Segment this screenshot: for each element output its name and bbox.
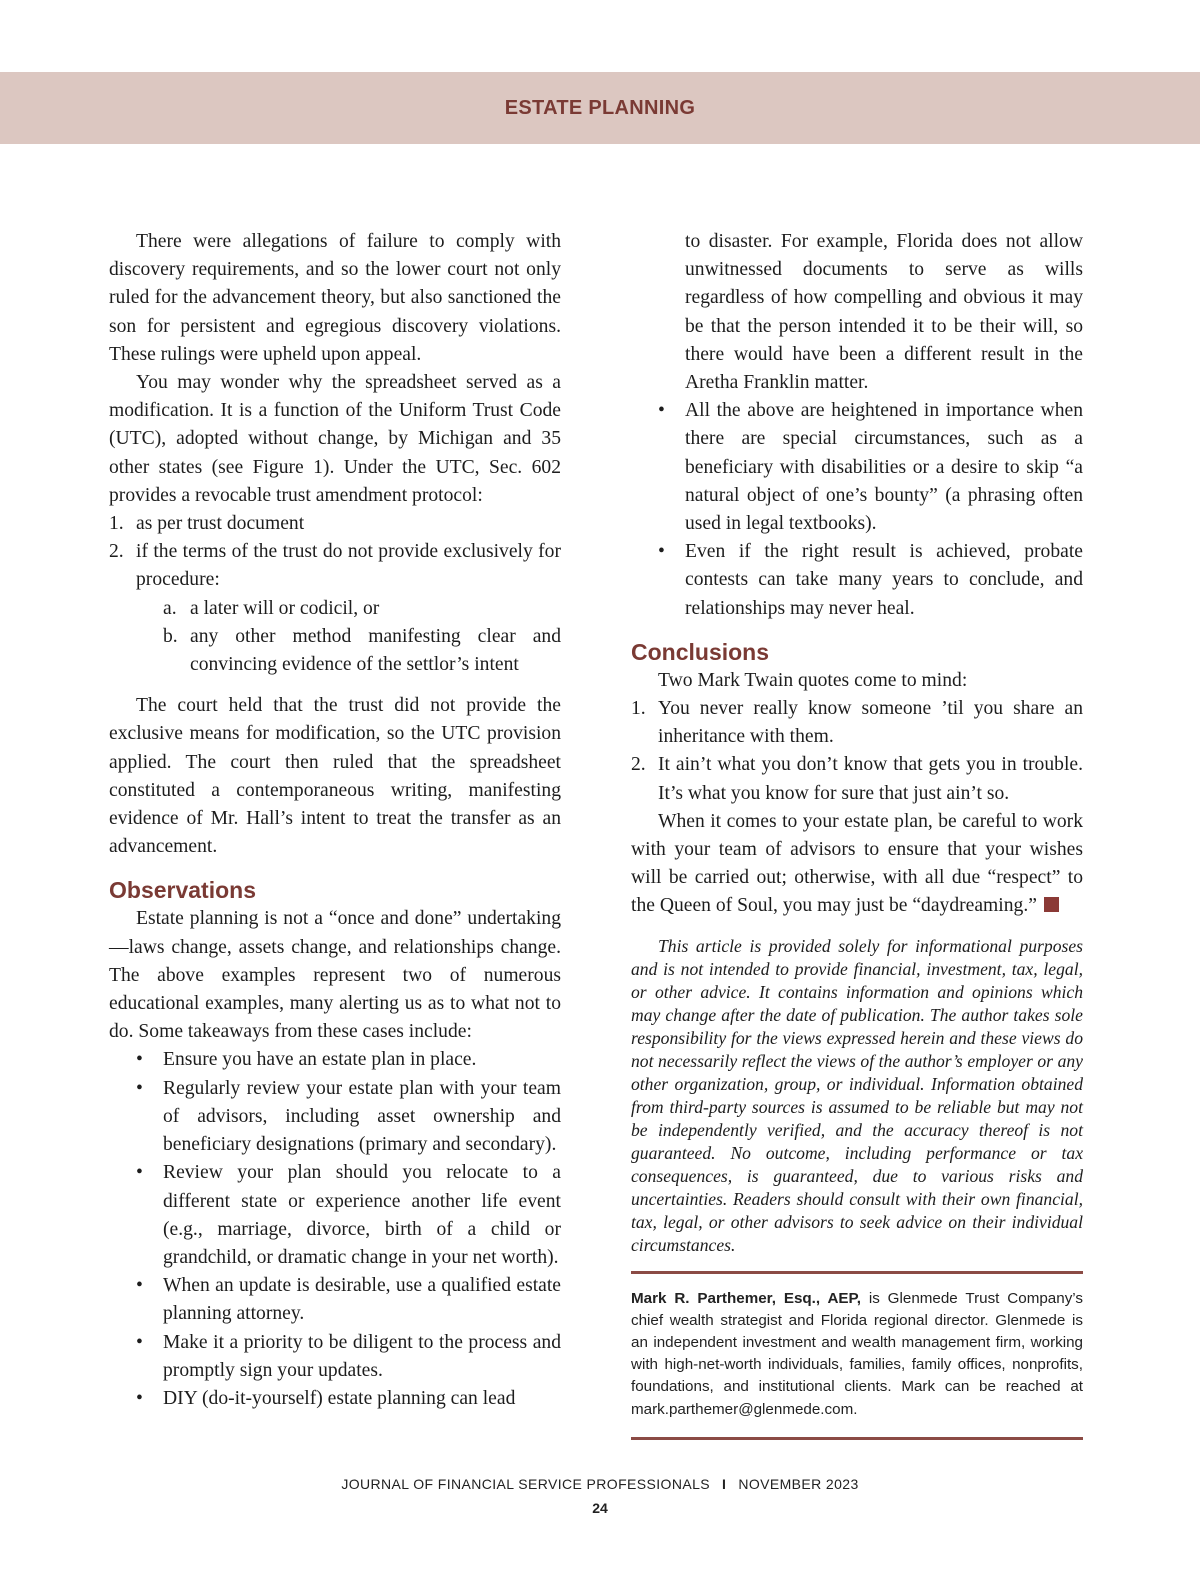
- journal-name: JOURNAL OF FINANCIAL SERVICE PROFESSIONALS: [341, 1476, 711, 1492]
- section-header-band: [0, 72, 1200, 144]
- list-item: 1. You never really know someone ’til you share an inheritance with them.: [631, 698, 1083, 748]
- observations-heading: Observations: [109, 877, 256, 904]
- paragraph-continuation: to disaster. For example, Florida does not allow unwitnessed documents to serve as wills regardless of how compelling and obvious it may be that the person intended it to be their will, so there would have been a different result in the Aretha Franklin matter.: [685, 231, 1083, 394]
- list-item: • Review your plan should you relocate to a different state or experience another life event (e.g., marriage, divorce, birth of a child or grandchild, or dramatic change in your net worth).: [136, 1162, 561, 1268]
- footer-separator: I: [722, 1476, 727, 1492]
- divider: [631, 1437, 1083, 1440]
- author-name: Mark R. Parthemer, Esq., AEP,: [631, 1289, 861, 1307]
- page-number: 24: [592, 1500, 608, 1516]
- list-item: • When an update is desirable, use a qualified estate planning attorney.: [136, 1275, 561, 1325]
- right-column: [631, 228, 1083, 1440]
- numbered-list: [109, 510, 561, 595]
- list-item: a. a later will or codicil, or: [163, 597, 380, 619]
- author-bio: [631, 1274, 1083, 1437]
- section-title: ESTATE PLANNING: [504, 96, 696, 119]
- paragraph: Two Mark Twain quotes come to mind:: [658, 669, 968, 691]
- paragraph: When it comes to your estate plan, be careful to work with your team of advisors to ensure that your wishes will be carried out; otherwise, with all due “respect” to the Queen of Soul, you may just be “daydreaming.”: [631, 810, 1083, 917]
- list-item: • Ensure you have an estate plan in place.: [136, 1049, 477, 1071]
- disclaimer: This article is provided solely for informational purposes and is not intended to provide financial, investment, tax, legal, or other advice. It contains information and opinions which may change after the date of publication. The author takes sole responsibility for the views expressed herein and these views do not necessarily reflect the views of the author’s employer or any other organization, group, or individual. Information obtained from third-party sources is assumed to be reliable but may not be independently verified, and the accuracy thereof is not guaranteed. No outcome, including performance or tax consequences, is guaranteed, due to various risks and uncertainties. Readers should consult with their own financial, tax, legal, or other advisors to seek advice on their individual circumstances.: [631, 935, 1083, 1255]
- list-item: 1. as per trust document: [109, 513, 305, 535]
- paragraph: Estate planning is not a “once and done” undertaking—laws change, assets change, and relationships change. The above examples represent two of numerous educational examples, many alerting us as to what not to do. Some takeaways from these cases include:: [109, 908, 561, 1043]
- sub-list: [109, 595, 561, 680]
- list-item: • Make it a priority to be diligent to the process and promptly sign your updates.: [136, 1331, 561, 1381]
- list-item: • All the above are heightened in importance when there are special circumstances, such as a beneficiary with disabilities or a desire to skip “a natural object of one’s bounty” (a phrasing often used in legal textbooks).: [658, 400, 1083, 535]
- list-item: 2. It ain’t what you don’t know that gets you in trouble. It’s what you know for sure that just ain’t so.: [631, 754, 1083, 804]
- author-bio-text: is Glenmede Trust Company’s chief wealth strategist and Florida regional director. Glenmede is an independent investment and wealth management firm, working with high-net-worth individuals, families, family offices, nonprofits, foundations, and institutional clients. Mark can be reached at mark.parthemer@glenmede.com.: [631, 1289, 1083, 1418]
- list-item: 2. if the terms of the trust do not provide exclusively for procedure:: [109, 541, 561, 591]
- paragraph: You may wonder why the spreadsheet served as a modification. It is a function of the Uniform Trust Code (UTC), adopted without change, by Michigan and 35 other states (see Figure 1). Under the UTC, Sec. 602 provides a revocable trust amendment protocol:: [109, 372, 561, 506]
- end-mark-icon: [1044, 897, 1059, 912]
- list-item: • Regularly review your estate plan with your team of advisors, including asset ownership and beneficiary designations (primary and secondary).: [136, 1077, 561, 1156]
- list-item: • DIY (do-it-yourself) estate planning can lead: [136, 1387, 516, 1409]
- list-item: • Even if the right result is achieved, probate contests can take many years to conclude, and relationships may never heal.: [658, 541, 1083, 619]
- issue-date: NOVEMBER 2023: [738, 1476, 859, 1492]
- quotes-list: [631, 695, 1083, 808]
- paragraph: The court held that the trust did not provide the exclusive means for modification, so the UTC provision applied. The court then ruled that the spreadsheet constituted a contemporaneous writing, manifesting evidence of Mr. Hall’s intent to treat the transfer as an advancement.: [109, 695, 561, 858]
- left-column: [109, 228, 561, 1413]
- paragraph: There were allegations of failure to comply with discovery requirements, and so the lower court not only ruled for the advancement theory, but also sanctioned the son for persistent and egregious discovery violations. These rulings were upheld upon appeal.: [109, 231, 561, 365]
- conclusions-heading: Conclusions: [631, 638, 770, 665]
- list-item: b. any other method manifesting clear and convincing evidence of the settlor’s intent: [163, 625, 561, 676]
- takeaways-list: [109, 1046, 561, 1413]
- considerations-list: [631, 397, 1083, 623]
- footer-journal-line: [0, 1476, 1200, 1492]
